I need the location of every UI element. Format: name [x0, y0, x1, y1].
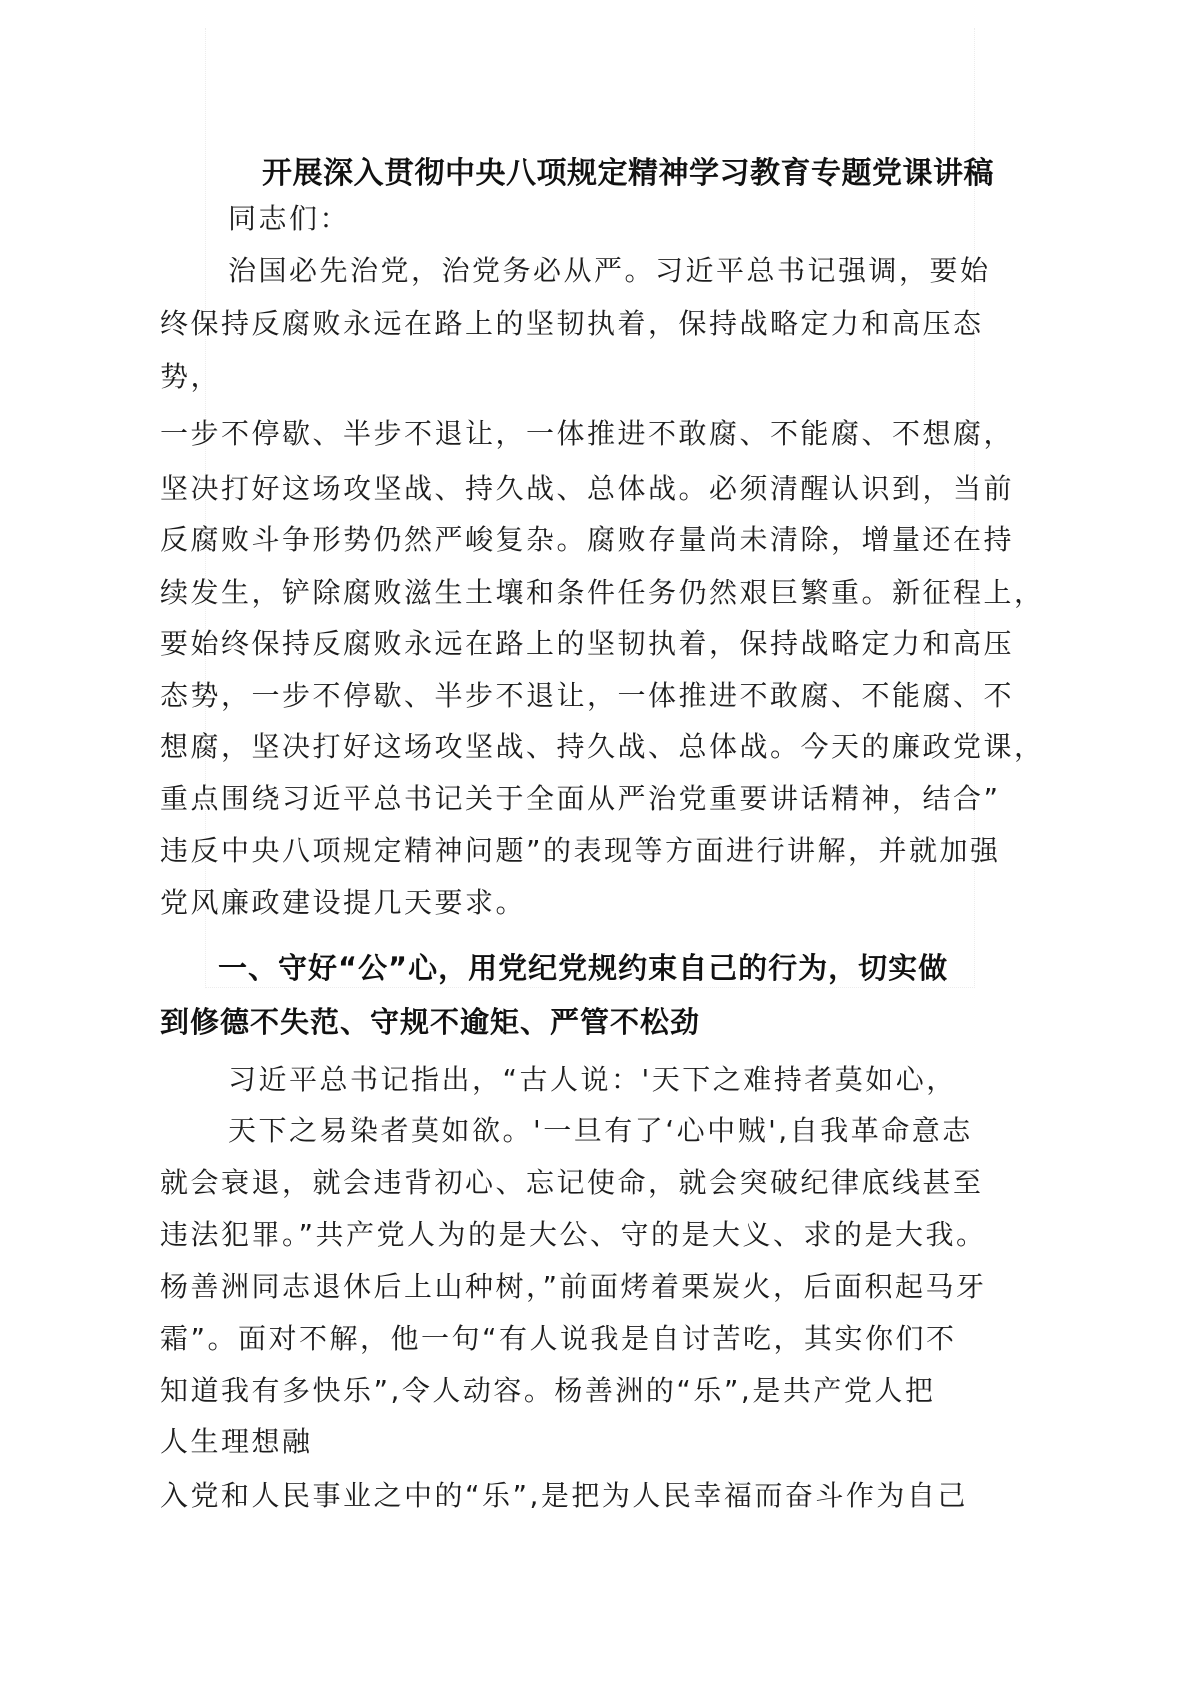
paragraph-line: 违法犯罪。”共产党人为的是大公、守的是大义、求的是大我。 [160, 1218, 987, 1251]
paragraph-line: 势， [160, 360, 222, 393]
paragraph-line: 入党和人民事业之中的“乐”,是把为人民幸福而奋斗作为自己 [160, 1479, 968, 1512]
paragraph-line: 人生理想融 [160, 1425, 313, 1458]
paragraph-line: 想腐，坚决打好这场攻坚战、持久战、总体战。今天的廉政党课， [160, 730, 1045, 763]
paragraph-line: 知道我有多快乐”,令人动容。杨善洲的“乐”,是共产党人把 [160, 1374, 936, 1407]
salutation: 同志们： [228, 202, 351, 235]
paragraph-line: 要始终保持反腐败永远在路上的坚韧执着，保持战略定力和高压 [160, 627, 1015, 660]
paragraph-line: 治国必先治党，治党务必从严。习近平总书记强调，要始 [228, 254, 991, 287]
paragraph-line: 天下之易染者莫如欲。'一旦有了‘心中贼',自我革命意志 [228, 1114, 973, 1147]
paragraph-line: 习近平总书记指出，“古人说：'天下之难持者莫如心， [228, 1063, 957, 1096]
paragraph-line: 续发生，铲除腐败滋生土壤和条件任务仍然艰巨繁重。新征程上， [160, 576, 1045, 609]
document-title: 开展深入贯彻中央八项规定精神学习教育专题党课讲稿 [262, 156, 994, 191]
paragraph-line: 反腐败斗争形势仍然严峻复杂。腐败存量尚未清除，增量还在持 [160, 523, 1015, 556]
paragraph-line: 终保持反腐败永远在路上的坚韧执着，保持战略定力和高压态 [160, 307, 984, 340]
paragraph-line: 霜”。面对不解，他一句“有人说我是自讨苦吃，其实你们不 [160, 1322, 957, 1355]
paragraph-line: 态势，一步不停歇、半步不退让，一体推进不敢腐、不能腐、不 [160, 679, 1015, 712]
section-heading: 到修德不失范、守规不逾矩、严管不松劲 [160, 1005, 701, 1039]
paragraph-line: 杨善洲同志退休后上山种树，”前面烤着栗炭火，后面积起马牙 [160, 1270, 987, 1303]
paragraph-line: 一步不停歇、半步不退让，一体推进不敢腐、不能腐、不想腐， [160, 417, 1015, 450]
paragraph-line: 坚决打好这场攻坚战、持久战、总体战。必须清醒认识到，当前 [160, 472, 1015, 505]
paragraph-line: 就会衰退，就会违背初心、忘记使命，就会突破纪律底线甚至 [160, 1166, 984, 1199]
paragraph-line: 党风廉政建设提几天要求。 [160, 886, 527, 919]
paragraph-line: 重点围绕习近平总书记关于全面从严治党重要讲话精神，结合” [160, 782, 1001, 815]
paragraph-line: 违反中央八项规定精神问题”的表现等方面进行讲解，并就加强 [160, 834, 1001, 867]
section-heading: 一、守好“公”心，用党纪党规约束自己的行为，切实做 [218, 951, 949, 985]
